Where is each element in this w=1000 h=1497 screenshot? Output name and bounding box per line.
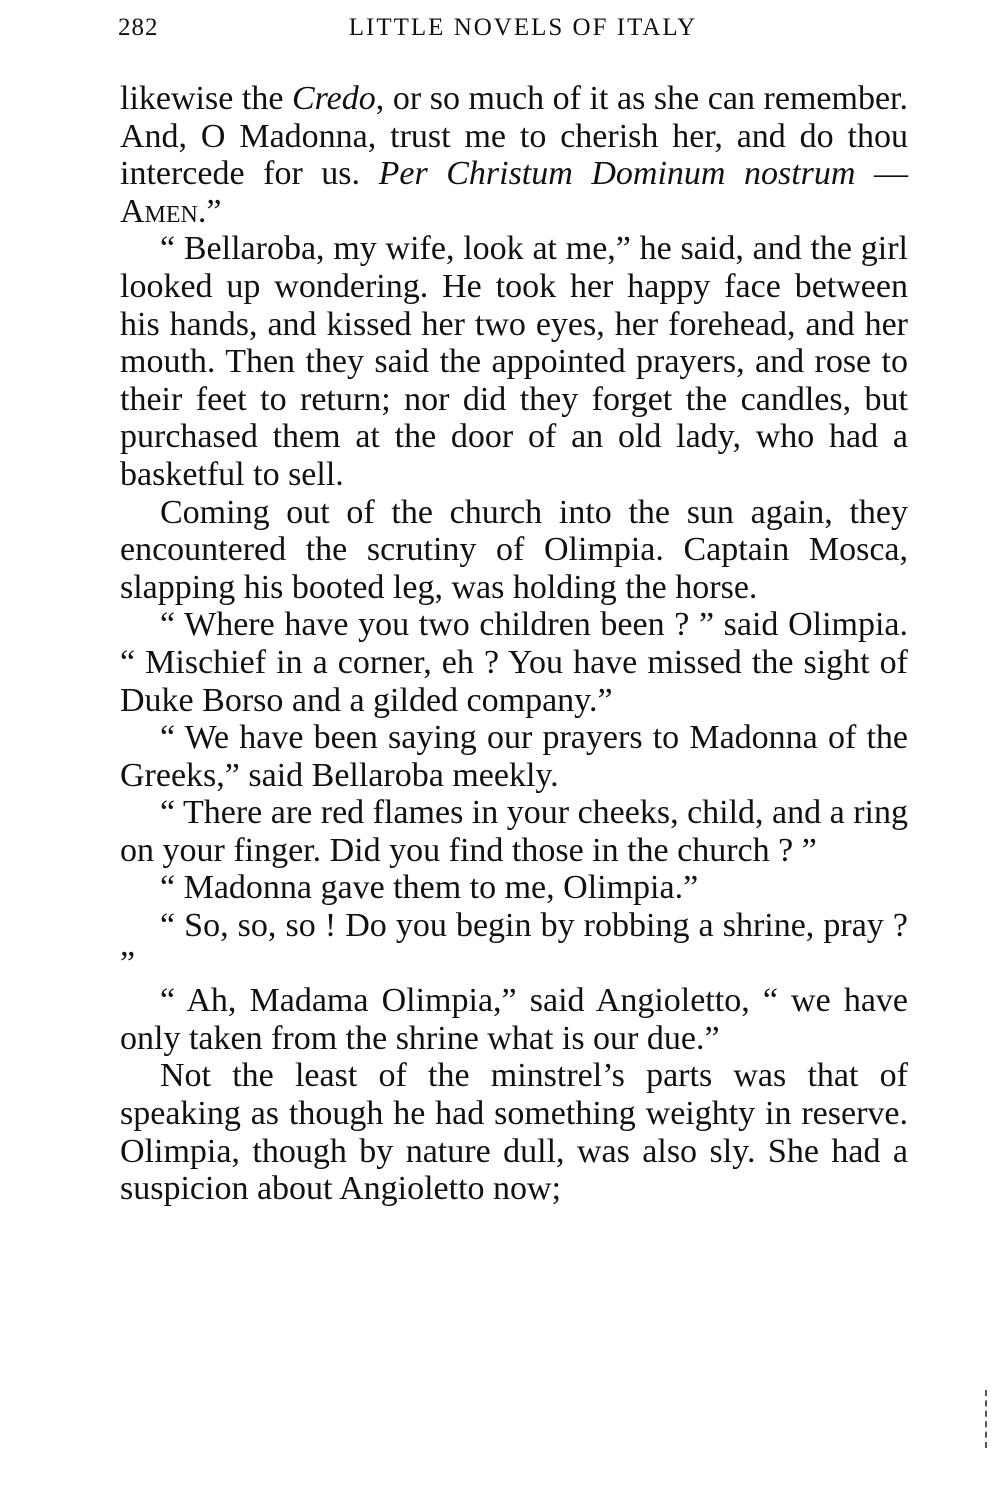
scan-margin-mark (985, 1390, 989, 1448)
paragraph (120, 80, 908, 230)
paragraph (120, 1057, 908, 1207)
paragraph (120, 606, 908, 719)
text-run: , or so much of it as she can remember. And, O Madonna, trust me to cherish her, and do thou intercede for us. (120, 80, 908, 193)
paragraph (120, 982, 908, 1057)
paragraph (120, 869, 908, 907)
text-run: “ So, so, so ! Do you begin by robbing a shrine, pray ? ” (120, 907, 908, 982)
text-run-italic: Per Christum Dominum nostrum (378, 155, 856, 193)
page-number: 282 (118, 14, 159, 41)
text-run: likewise the (120, 80, 292, 117)
body-text (120, 80, 908, 1208)
text-run-italic: Credo (292, 80, 376, 117)
text-run: “ Ah, Madama Olimpia,” said Angioletto, “ we have only taken from the shrine what is our due.” (120, 982, 908, 1057)
text-run: “ Where have you two children been ? ” said Olimpia. “ Mischief in a corner, eh ? You have missed the sight of Duke Borso and a gilded company.” (120, 606, 908, 719)
paragraph (120, 794, 908, 869)
paragraph (120, 907, 908, 982)
text-run: “ Bellaroba, my wife, look at me,” he said, and the girl looked up wondering. He took her happy face between his hands, and kissed her two eyes, her forehead, and her mouth. Then they said the appointed prayers, and rose to their feet to return; nor did they forget the candles, but purchased them at the door of an old lady, who had a basketful to sell. (120, 230, 908, 493)
text-run: — (855, 155, 908, 193)
text-run: “ There are red flames in your cheeks, child, and a ring on your finger. Did you find those in the church ? ” (120, 794, 908, 869)
running-title: LITTLE NOVELS OF ITALY (348, 14, 698, 41)
text-run: Coming out of the church into the sun again, they encountered the scrutiny of Olimpia. Captain Mosca, slapping his booted leg, was holding the horse. (120, 493, 908, 606)
paragraph (120, 230, 908, 493)
text-run: .” (197, 192, 222, 230)
paragraph (120, 494, 908, 607)
text-run: “ We have been saying our prayers to Madonna of the Greeks,” said Bellaroba meekly. (120, 719, 908, 794)
paragraph (120, 719, 908, 794)
text-run-smallcaps: Amen (120, 192, 198, 230)
text-run: “ Madonna gave them to me, Olimpia.” (160, 869, 699, 907)
text-run: Not the least of the minstrel’s parts was that of speaking as though he had something weighty in reserve. Olimpia, though by nature dull, was also sly. She had a suspicion about Angioletto now; (120, 1057, 908, 1208)
page-header (118, 14, 908, 50)
